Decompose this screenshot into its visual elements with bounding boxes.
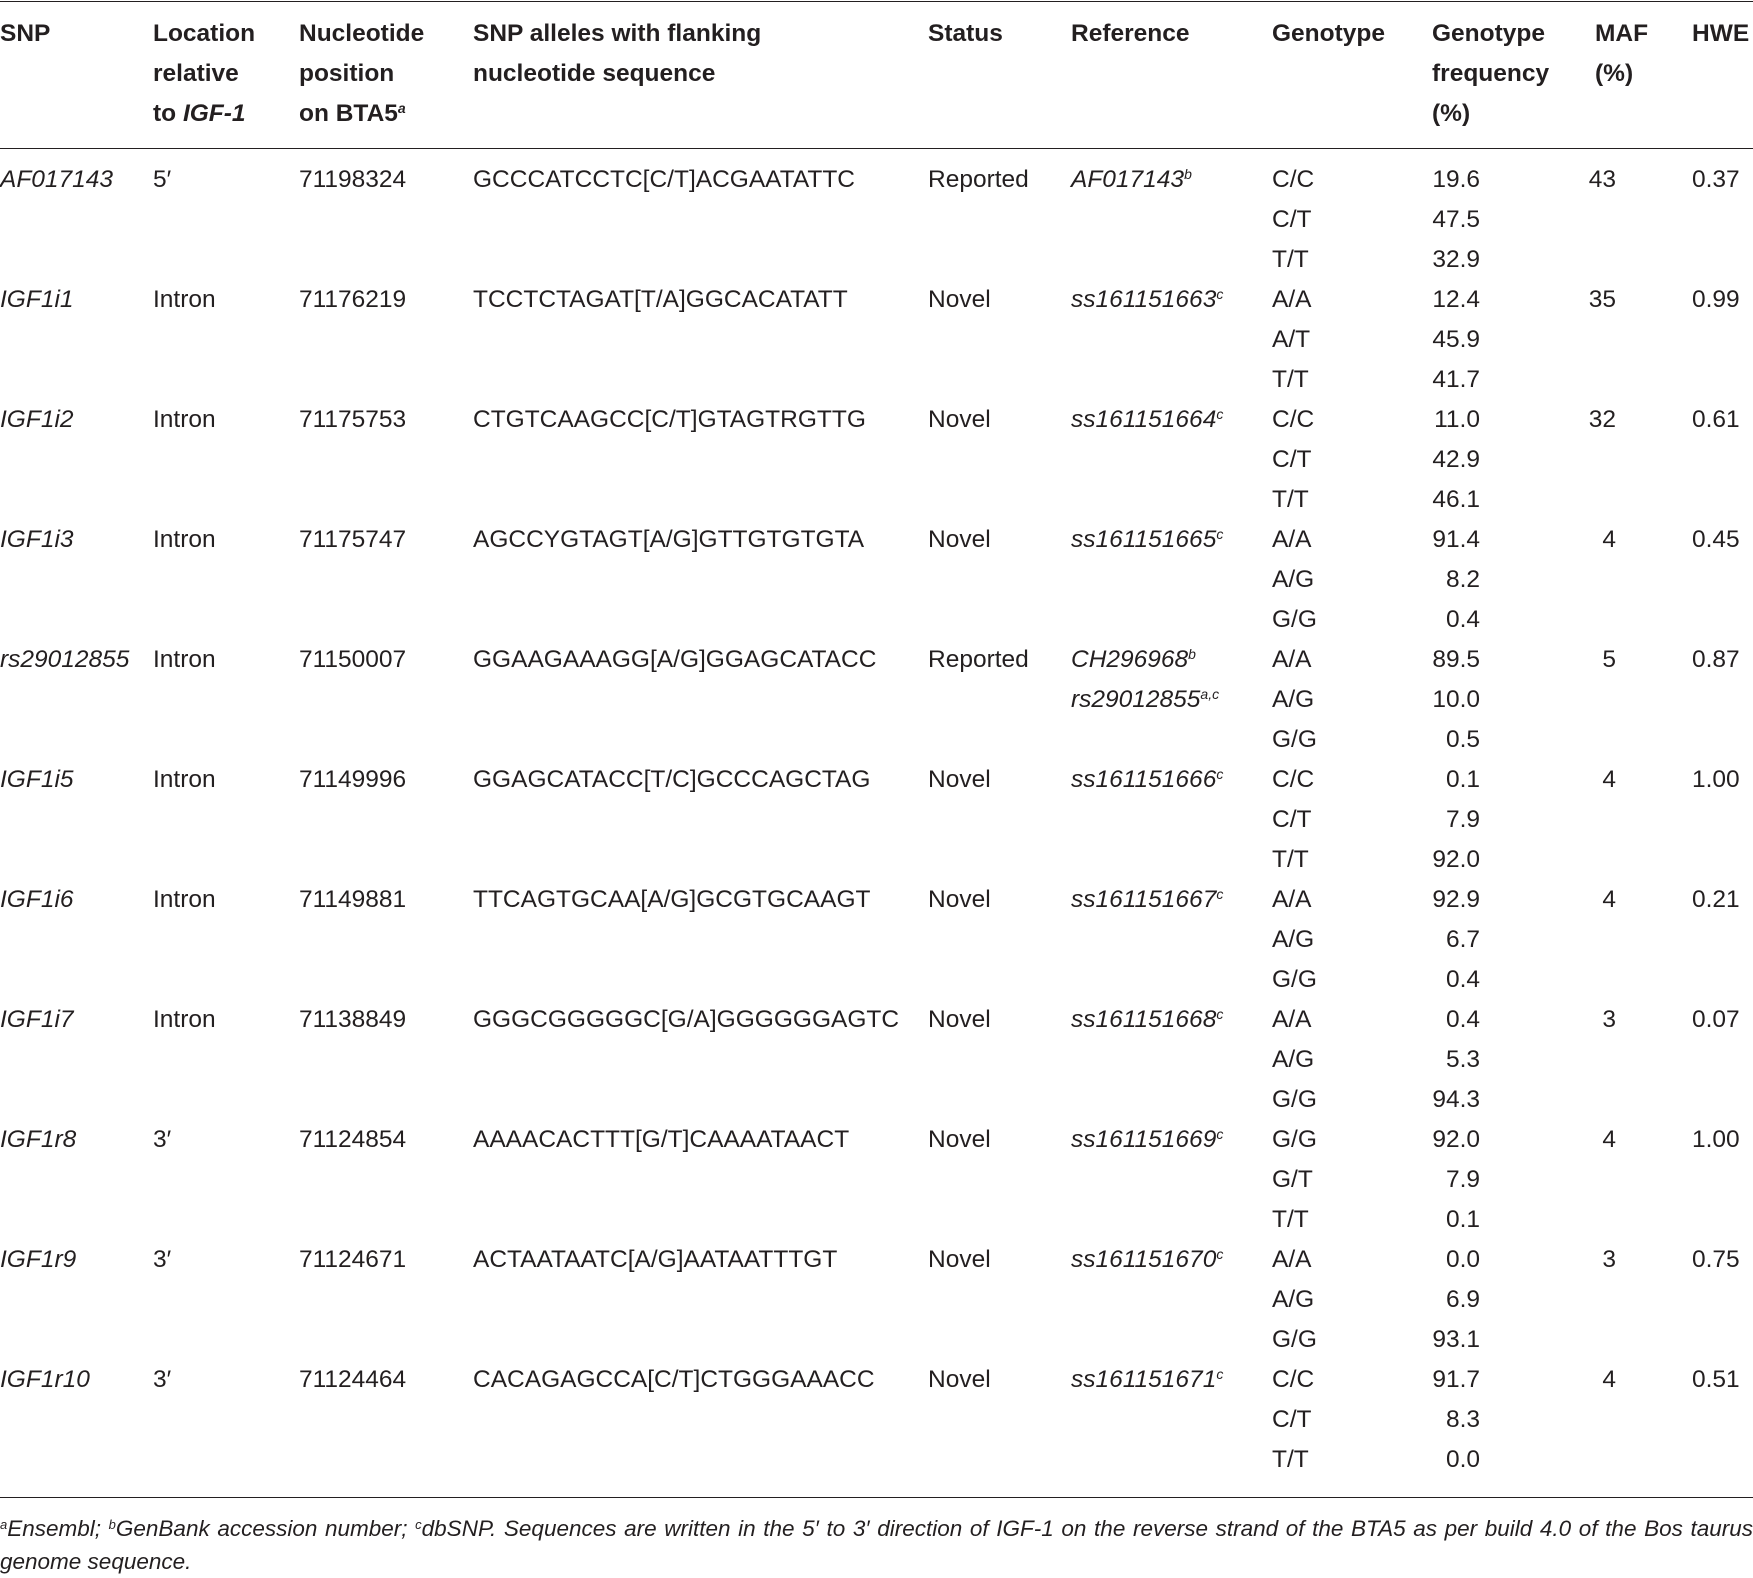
cell-position: 71198324 xyxy=(299,166,407,193)
cell-position: 71176219 xyxy=(299,286,407,313)
cell-genotype-frequency: 11.0 xyxy=(1434,406,1480,433)
cell-snp: IGF1i7 xyxy=(0,1006,74,1033)
cell-genotype: A/T xyxy=(1272,326,1311,353)
cell-position: 71149996 xyxy=(299,766,407,793)
cell-position: 71124671 xyxy=(299,1246,407,1273)
cell-sequence: GGGCGGGGGC[G/A]GGGGGGAGTC xyxy=(473,1006,900,1033)
cell-genotype-frequency: 0.4 xyxy=(1445,966,1480,993)
header-sequence: SNP alleles with flanking nucleotide sequence xyxy=(473,20,762,87)
header-maf: MAF (%) xyxy=(1595,20,1649,87)
table-row xyxy=(0,760,1753,880)
table-row xyxy=(0,160,1753,280)
cell-genotype-frequency: 46.1 xyxy=(1432,486,1480,513)
cell-reference: ss161151670$^c$ xyxy=(1071,1246,1224,1273)
header-position: Nucleotide position on BTA5$^a$ xyxy=(299,20,425,127)
cell-genotype-frequency: 91.4 xyxy=(1432,526,1480,553)
cell-genotype-frequency: 91.7 xyxy=(1432,1366,1480,1393)
cell-genotype: T/T xyxy=(1272,1206,1309,1233)
table-row xyxy=(0,880,1753,1000)
cell-sequence: CACAGAGCCA[C/T]CTGGGAAACC xyxy=(473,1366,875,1393)
cell-hwe: 0.21 xyxy=(1692,886,1740,913)
cell-genotype: A/A xyxy=(1272,526,1312,553)
cell-genotype: T/T xyxy=(1272,366,1309,393)
header-status: Status xyxy=(928,20,1003,47)
table-row xyxy=(0,400,1753,520)
cell-genotype: A/A xyxy=(1272,646,1312,673)
cell-genotype: C/T xyxy=(1272,806,1312,833)
cell-location: 3′ xyxy=(153,1366,172,1393)
cell-maf: 5 xyxy=(1602,646,1616,673)
cell-genotype-frequency: 32.9 xyxy=(1432,246,1480,273)
cell-snp: IGF1i6 xyxy=(0,886,74,913)
cell-status: Reported xyxy=(928,166,1029,193)
cell-status: Novel xyxy=(928,1366,991,1393)
cell-genotype-frequency: 94.3 xyxy=(1432,1086,1480,1113)
cell-genotype-frequency: 92.0 xyxy=(1432,1126,1480,1153)
cell-status: Reported xyxy=(928,646,1029,673)
cell-genotype: T/T xyxy=(1272,486,1309,513)
cell-genotype-frequency: 8.2 xyxy=(1445,566,1480,593)
cell-genotype: G/T xyxy=(1272,1166,1313,1193)
cell-reference: ss161151669$^c$ xyxy=(1071,1126,1224,1153)
cell-hwe: 0.61 xyxy=(1692,406,1740,433)
header-genotype-frequency: Genotype frequency (%) xyxy=(1432,20,1550,127)
cell-snp: AF017143 xyxy=(0,166,114,193)
cell-location: Intron xyxy=(153,766,216,793)
cell-genotype: A/G xyxy=(1272,926,1315,953)
cell-genotype-frequency: 5.3 xyxy=(1445,1046,1480,1073)
cell-genotype: A/G xyxy=(1272,566,1315,593)
cell-sequence: TCCTCTAGAT[T/A]GGCACATATT xyxy=(473,286,848,313)
cell-position: 71175753 xyxy=(299,406,407,433)
table-row xyxy=(0,640,1753,760)
cell-hwe: 1.00 xyxy=(1692,1126,1740,1153)
table-bottom-rule xyxy=(0,1497,1753,1498)
cell-status: Novel xyxy=(928,526,991,553)
cell-genotype-frequency: 6.7 xyxy=(1445,926,1480,953)
table-row xyxy=(0,520,1753,640)
cell-genotype: T/T xyxy=(1272,846,1309,873)
cell-genotype-frequency: 93.1 xyxy=(1432,1326,1480,1353)
cell-genotype: C/T xyxy=(1272,446,1312,473)
cell-position: 71138849 xyxy=(299,1006,407,1033)
cell-genotype-frequency: 0.1 xyxy=(1445,1206,1480,1233)
cell-sequence: GGAAGAAAGG[A/G]GGAGCATACC xyxy=(473,646,877,673)
cell-location: Intron xyxy=(153,646,216,673)
cell-status: Novel xyxy=(928,286,991,313)
cell-location: Intron xyxy=(153,886,216,913)
cell-genotype-frequency: 92.9 xyxy=(1432,886,1480,913)
cell-maf: 4 xyxy=(1602,766,1616,793)
table-row xyxy=(0,1120,1753,1240)
cell-genotype-frequency: 0.5 xyxy=(1445,726,1480,753)
cell-reference: ss161151666$^c$ xyxy=(1071,766,1224,793)
cell-status: Novel xyxy=(928,1006,991,1033)
cell-maf: 4 xyxy=(1602,886,1616,913)
cell-status: Novel xyxy=(928,886,991,913)
cell-hwe: 0.07 xyxy=(1692,1006,1740,1033)
cell-genotype-frequency: 10.0 xyxy=(1432,686,1480,713)
cell-genotype-frequency: 45.9 xyxy=(1432,326,1480,353)
header-bottom-rule xyxy=(0,148,1753,149)
cell-genotype: T/T xyxy=(1272,246,1309,273)
cell-genotype-frequency: 47.5 xyxy=(1432,206,1480,233)
cell-genotype: A/G xyxy=(1272,1286,1315,1313)
table-footnote: $^a$Ensembl; $^b$GenBank accession number; $^c$dbSNP. Sequences are written in the 5′ to 3′ direction of IGF-1 on the reverse strand of the BTA5 as per build 4.0 of the Bos taurus genome sequence. xyxy=(0,1516,1753,1574)
cell-hwe: 0.37 xyxy=(1692,166,1740,193)
cell-genotype: A/G xyxy=(1272,686,1315,713)
cell-genotype: C/T xyxy=(1272,206,1312,233)
cell-reference: AF017143$^b$ xyxy=(1071,166,1192,193)
header-genotype: Genotype xyxy=(1272,20,1385,47)
cell-maf: 3 xyxy=(1602,1246,1616,1273)
cell-reference: CH296968$^b$ xyxy=(1071,646,1196,673)
cell-maf: 35 xyxy=(1588,286,1616,313)
cell-snp: rs29012855 xyxy=(0,646,130,673)
table-top-rule xyxy=(0,1,1753,2)
cell-snp: IGF1r9 xyxy=(0,1246,77,1273)
cell-snp: IGF1i2 xyxy=(0,406,74,433)
cell-genotype-frequency: 0.1 xyxy=(1445,766,1480,793)
table-row xyxy=(0,1240,1753,1360)
cell-location: 3′ xyxy=(153,1126,172,1153)
cell-sequence: GCCCATCCTC[C/T]ACGAATATTC xyxy=(473,166,855,193)
cell-maf: 4 xyxy=(1602,1366,1616,1393)
cell-genotype-frequency: 7.9 xyxy=(1445,1166,1480,1193)
cell-sequence: GGAGCATACC[T/C]GCCCAGCTAG xyxy=(473,766,871,793)
cell-genotype-frequency: 6.9 xyxy=(1445,1286,1480,1313)
cell-reference: ss161151671$^c$ xyxy=(1071,1366,1224,1393)
cell-genotype: A/A xyxy=(1272,886,1312,913)
cell-genotype: C/C xyxy=(1272,766,1315,793)
cell-position: 71124854 xyxy=(299,1126,407,1153)
table-row xyxy=(0,280,1753,400)
cell-genotype-frequency: 19.6 xyxy=(1432,166,1480,193)
cell-hwe: 0.99 xyxy=(1692,286,1740,313)
cell-snp: IGF1r10 xyxy=(0,1366,90,1393)
cell-genotype: A/G xyxy=(1272,1046,1315,1073)
cell-sequence: ACTAATAATC[A/G]AATAATTTGT xyxy=(473,1246,838,1273)
header-location: Location relative to IGF-1 xyxy=(153,20,256,127)
cell-genotype: T/T xyxy=(1272,1446,1309,1473)
header-reference: Reference xyxy=(1071,20,1190,47)
cell-position: 71150007 xyxy=(299,646,407,673)
cell-location: Intron xyxy=(153,406,216,433)
cell-status: Novel xyxy=(928,766,991,793)
cell-snp: IGF1i5 xyxy=(0,766,74,793)
cell-genotype-frequency: 0.0 xyxy=(1445,1246,1480,1273)
cell-genotype: C/C xyxy=(1272,1366,1315,1393)
table-row xyxy=(0,1360,1753,1480)
cell-sequence: AGCCYGTAGT[A/G]GTTGTGTGTA xyxy=(473,526,865,553)
cell-maf: 32 xyxy=(1588,406,1616,433)
table-row xyxy=(0,1000,1753,1120)
cell-genotype: G/G xyxy=(1272,1086,1317,1113)
cell-reference: ss161151665$^c$ xyxy=(1071,526,1224,553)
cell-maf: 4 xyxy=(1602,526,1616,553)
cell-location: 5′ xyxy=(153,166,172,193)
cell-genotype-frequency: 42.9 xyxy=(1432,446,1480,473)
cell-genotype-frequency: 89.5 xyxy=(1432,646,1480,673)
cell-hwe: 0.87 xyxy=(1692,646,1740,673)
cell-position: 71149881 xyxy=(299,886,407,913)
cell-genotype: G/G xyxy=(1272,1326,1317,1353)
cell-hwe: 0.45 xyxy=(1692,526,1740,553)
cell-sequence: AAAACACTTT[G/T]CAAAATAACT xyxy=(473,1126,850,1153)
cell-maf: 43 xyxy=(1588,166,1616,193)
cell-reference-secondary: rs29012855$^{a,c}$ xyxy=(1071,686,1220,713)
header-hwe: HWE xyxy=(1692,20,1750,47)
cell-hwe: 1.00 xyxy=(1692,766,1740,793)
cell-genotype-frequency: 0.0 xyxy=(1445,1446,1480,1473)
cell-genotype-frequency: 92.0 xyxy=(1432,846,1480,873)
cell-genotype-frequency: 0.4 xyxy=(1445,1006,1480,1033)
cell-location: 3′ xyxy=(153,1246,172,1273)
cell-snp: IGF1i3 xyxy=(0,526,74,553)
header-snp: SNP xyxy=(0,20,51,47)
cell-genotype: C/C xyxy=(1272,166,1315,193)
cell-hwe: 0.75 xyxy=(1692,1246,1740,1273)
cell-reference: ss161151667$^c$ xyxy=(1071,886,1224,913)
cell-genotype: A/A xyxy=(1272,286,1312,313)
cell-location: Intron xyxy=(153,526,216,553)
cell-snp: IGF1r8 xyxy=(0,1126,77,1153)
cell-status: Novel xyxy=(928,406,991,433)
cell-reference: ss161151664$^c$ xyxy=(1071,406,1224,433)
cell-genotype: A/A xyxy=(1272,1006,1312,1033)
cell-genotype: G/G xyxy=(1272,606,1317,633)
cell-status: Novel xyxy=(928,1126,991,1153)
cell-genotype-frequency: 12.4 xyxy=(1432,286,1480,313)
cell-genotype: G/G xyxy=(1272,726,1317,753)
cell-snp: IGF1i1 xyxy=(0,286,74,313)
cell-genotype: C/C xyxy=(1272,406,1315,433)
cell-genotype: G/G xyxy=(1272,966,1317,993)
cell-position: 71175747 xyxy=(299,526,407,553)
cell-genotype: C/T xyxy=(1272,1406,1312,1433)
cell-position: 71124464 xyxy=(299,1366,407,1393)
cell-genotype-frequency: 0.4 xyxy=(1445,606,1480,633)
cell-maf: 3 xyxy=(1602,1006,1616,1033)
cell-sequence: CTGTCAAGCC[C/T]GTAGTRGTTG xyxy=(473,406,866,433)
cell-status: Novel xyxy=(928,1246,991,1273)
cell-reference: ss161151668$^c$ xyxy=(1071,1006,1224,1033)
cell-genotype: G/G xyxy=(1272,1126,1317,1153)
cell-reference: ss161151663$^c$ xyxy=(1071,286,1224,313)
cell-maf: 4 xyxy=(1602,1126,1616,1153)
cell-sequence: TTCAGTGCAA[A/G]GCGTGCAAGT xyxy=(473,886,871,913)
cell-hwe: 0.51 xyxy=(1692,1366,1740,1393)
cell-location: Intron xyxy=(153,286,216,313)
cell-genotype-frequency: 41.7 xyxy=(1432,366,1480,393)
cell-genotype-frequency: 8.3 xyxy=(1445,1406,1480,1433)
cell-genotype-frequency: 7.9 xyxy=(1445,806,1480,833)
cell-location: Intron xyxy=(153,1006,216,1033)
cell-genotype: A/A xyxy=(1272,1246,1312,1273)
